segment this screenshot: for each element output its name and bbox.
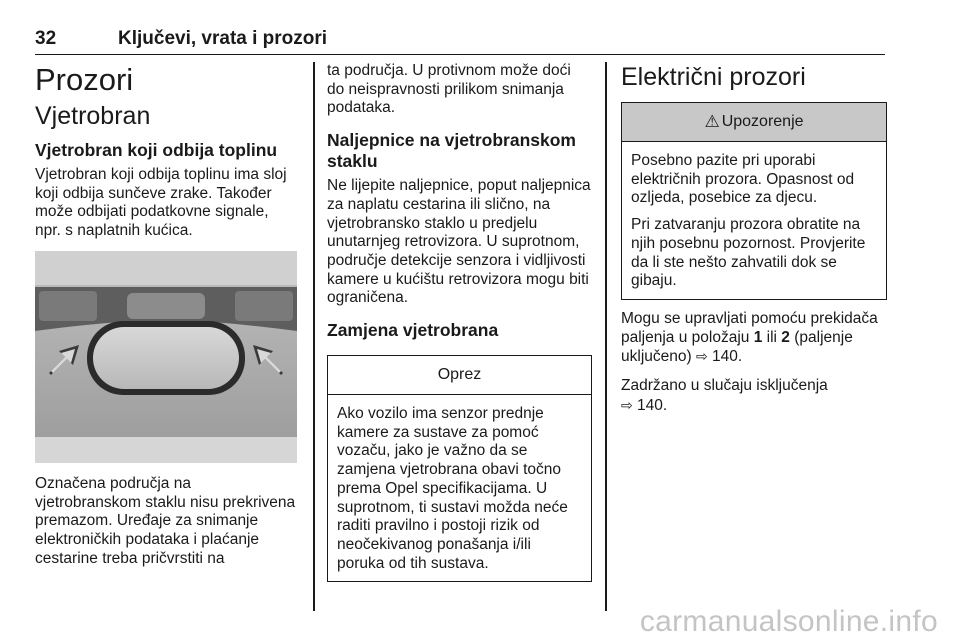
warning-header: [622, 103, 886, 142]
warning-box: [621, 102, 887, 300]
paragraph-heat-reflecting: Vjetrobran koji odbija toplinu ima sloj koji odbija sunčeve zrake. Također može odbijati podatkovne signale, npr. s naplatnih kućica.: [35, 166, 287, 240]
caution-title: Oprez: [328, 356, 591, 395]
page-header: [35, 28, 885, 55]
paragraph-retained-power: Zadržano u slučaju isključenja ⇨ 140.: [621, 377, 828, 414]
column-left: [35, 62, 297, 578]
warning-triangle-icon: ⚠: [704, 112, 720, 131]
paragraph-stickers: Ne lijepite naljepnice, poput naljepnica za naplatu cestarina ili slično, na vjetrobransko staklo u predjelu unutarnjeg retrovizora. U suprotnom, područje detekcije senzora i vidljivosti kamere u kućištu retrovizora mogu biti ograničena.: [327, 177, 591, 307]
section-title-windscreen: Vjetrobran: [35, 102, 151, 130]
page-number: 32: [35, 28, 57, 49]
column-right: [621, 62, 887, 425]
chapter-title: Ključevi, vrata i prozori: [118, 28, 328, 49]
column-divider-left: [313, 62, 315, 611]
heading-stickers: Naljepnice na vjetrobranskom staklu: [327, 130, 576, 172]
watermark: carmanualsonline.info: [639, 605, 938, 638]
paragraph-marked-areas: Označena područja na vjetrobranskom staklu nisu prekrivena premazom. Uređaje za snimanje elektroničkih podataka i plaćanje cestarine treba pričvrstiti na: [35, 474, 296, 567]
warning-title: Upozorenje: [721, 113, 804, 130]
warning-text-2: Pri zatvaranju prozora obratite na njih posebnu pozornost. Provjerite da li ste nešto zahvatili dok se gibaju.: [631, 216, 866, 290]
page-title: Prozori: [35, 62, 134, 97]
caution-box: [327, 355, 592, 582]
column-divider-right: [605, 62, 607, 611]
windscreen-mirror-photo: [35, 251, 297, 463]
paragraph-operation: Mogu se upravljati pomoću prekidača paljenja u položaju 1 ili 2 (paljenje uključeno) ⇨ 140.: [621, 309, 878, 366]
heading-heat-reflecting: Vjetrobran koji odbija toplinu: [35, 140, 278, 160]
warning-text-1: Posebno pazite pri uporabi električnih prozora. Opasnost od ozljeda, posebice za djecu.: [631, 152, 855, 207]
column-middle: [327, 62, 592, 582]
caution-text: Ako vozilo ima senzor prednje kamere za sustave za pomoć vozaču, jako je važno da se zamjena vjetrobrana obavi točno prema Opel specifikacijama. U suprotnom, ti sustavi možda neće raditi pravilno i postoji rizik od neočekivanog ponašanja i/ili poruka od tih sustava.: [337, 405, 568, 572]
section-title-power-windows: Električni prozori: [621, 63, 806, 91]
page-reference-arrow-icon: ⇨: [621, 396, 633, 413]
heading-windscreen-replacement: Zamjena vjetrobrana: [327, 320, 499, 341]
paragraph-continuation: ta područja. U protivnom može doći do neispravnosti prilikom snimanja podataka.: [327, 62, 571, 117]
page-reference-arrow-icon: ⇨: [695, 348, 708, 365]
